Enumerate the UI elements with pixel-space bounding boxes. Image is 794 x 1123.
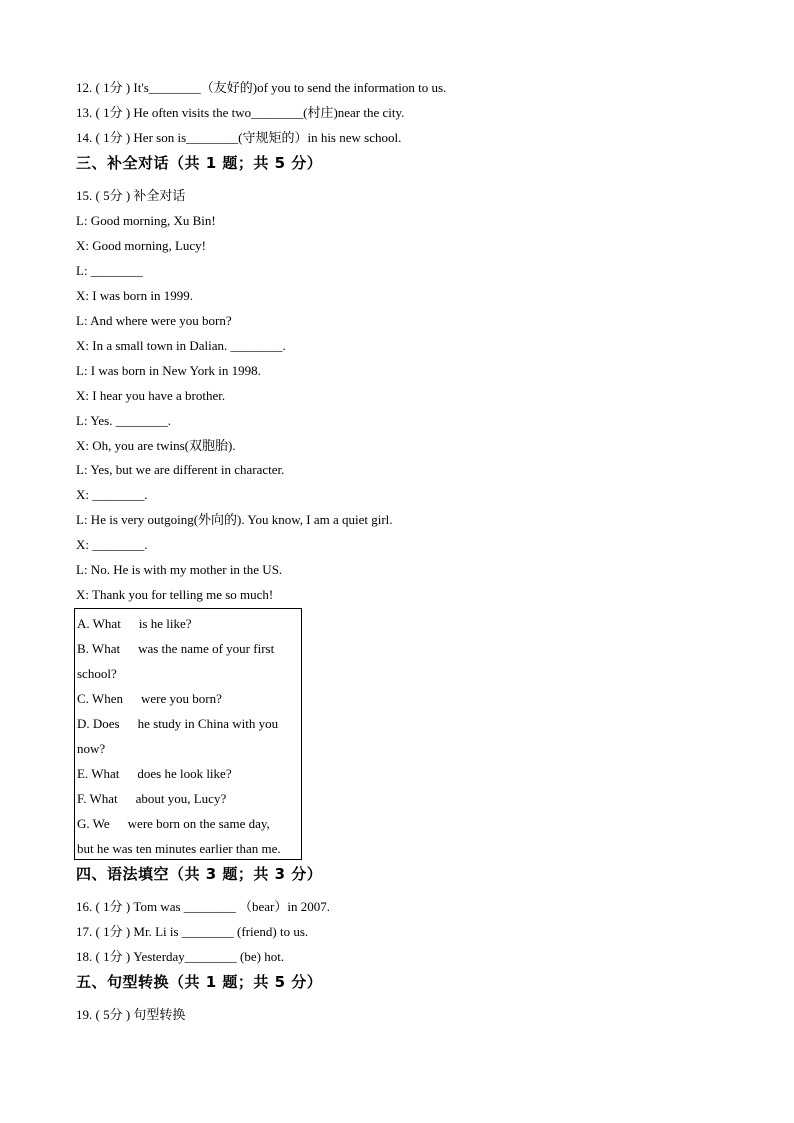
section-4-heading: 四、语法填空（共 3 题；共 3 分） bbox=[76, 865, 323, 883]
dialogue-line: X: ________. bbox=[76, 487, 148, 502]
dialogue-line: L: ________ bbox=[76, 263, 143, 278]
dialogue-line: L: Yes. ________. bbox=[76, 413, 171, 428]
question-16: 16. ( 1分 ) Tom was ________ （bear）in 2007. bbox=[76, 899, 331, 914]
dialogue-line: L: He is very outgoing(外向的). You know, I am a quiet girl. bbox=[76, 512, 393, 527]
question-17: 17. ( 1分 ) Mr. Li is ________ (friend) to us. bbox=[76, 924, 309, 939]
dialogue-line: X: Thank you for telling me so much! bbox=[76, 587, 274, 602]
question-19: 19. ( 5分 ) 句型转换 bbox=[76, 1007, 186, 1022]
question-12: 12. ( 1分 ) It's________（友好的)of you to send the information to us. bbox=[76, 80, 447, 95]
question-18: 18. ( 1分 ) Yesterday________ (be) hot. bbox=[76, 949, 285, 964]
dialogue-line: X: ________. bbox=[76, 537, 148, 552]
option-b: B. What was the name of your first bbox=[77, 641, 275, 656]
dialogue-line: X: I was born in 1999. bbox=[76, 288, 193, 303]
question-13: 13. ( 1分 ) He often visits the two________(村庄)near the city. bbox=[76, 105, 405, 120]
option-g: G. We were born on the same day, bbox=[77, 816, 270, 831]
option-b-continued: school? bbox=[77, 666, 117, 681]
option-a: A. What is he like? bbox=[77, 616, 192, 631]
dialogue-line: X: Oh, you are twins(双胞胎). bbox=[76, 438, 236, 453]
option-d: D. Does he study in China with you bbox=[77, 716, 279, 731]
dialogue-line: L: And where were you born? bbox=[76, 313, 232, 328]
dialogue-line: X: Good morning, Lucy! bbox=[76, 238, 206, 253]
option-f: F. What about you, Lucy? bbox=[77, 791, 227, 806]
options-box bbox=[74, 608, 302, 860]
option-e: E. What does he look like? bbox=[77, 766, 232, 781]
dialogue-line: X: In a small town in Dalian. ________. bbox=[76, 338, 286, 353]
dialogue-line: L: I was born in New York in 1998. bbox=[76, 363, 261, 378]
dialogue-line: L: Yes, but we are different in character. bbox=[76, 462, 285, 477]
dialogue-line: X: I hear you have a brother. bbox=[76, 388, 226, 403]
question-15: 15. ( 5分 ) 补全对话 bbox=[76, 188, 186, 203]
dialogue-line: L: No. He is with my mother in the US. bbox=[76, 562, 283, 577]
option-g-continued: but he was ten minutes earlier than me. bbox=[77, 841, 281, 856]
option-d-continued: now? bbox=[77, 741, 106, 756]
dialogue-line: L: Good morning, Xu Bin! bbox=[76, 213, 216, 228]
section-3-heading: 三、补全对话（共 1 题；共 5 分） bbox=[76, 154, 323, 172]
question-14: 14. ( 1分 ) Her son is________(守规矩的）in his new school. bbox=[76, 130, 402, 145]
section-5-heading: 五、句型转换（共 1 题；共 5 分） bbox=[76, 973, 323, 991]
option-c: C. When were you born? bbox=[77, 691, 222, 706]
